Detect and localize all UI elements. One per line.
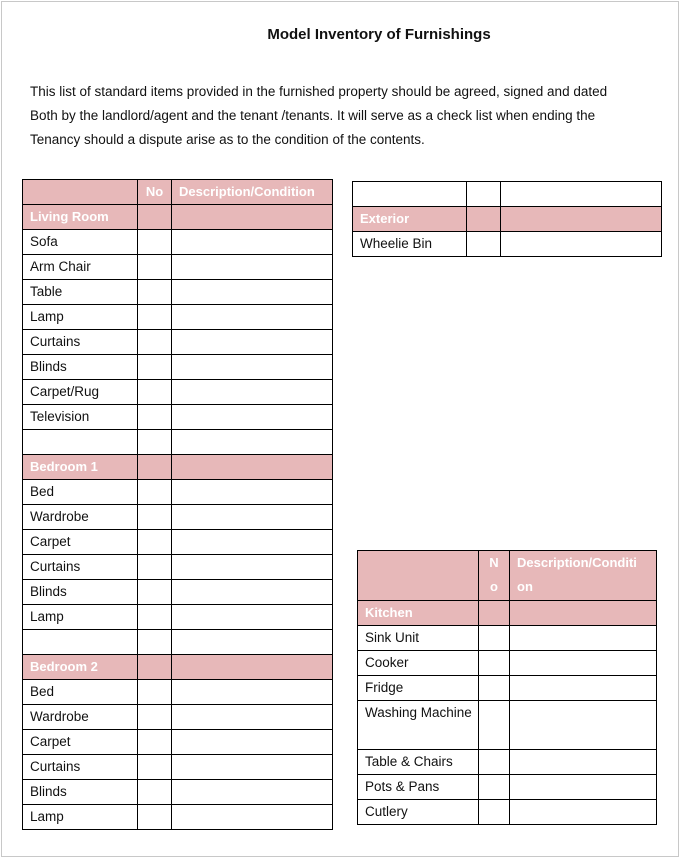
section-row-bedroom-2	[23, 654, 333, 679]
description-cell[interactable]	[172, 305, 333, 330]
no-cell[interactable]	[138, 704, 172, 729]
header-cell-description	[510, 551, 657, 601]
no-cell[interactable]	[138, 380, 172, 405]
description-cell[interactable]	[172, 779, 333, 804]
table-row	[23, 380, 333, 405]
page-title: Model Inventory of Furnishings	[267, 26, 491, 43]
description-cell[interactable]	[172, 280, 333, 305]
header-no-line: o	[490, 579, 498, 594]
description-cell[interactable]	[510, 701, 657, 750]
description-cell[interactable]	[172, 380, 333, 405]
section-row-bedroom-1	[23, 454, 333, 479]
no-cell[interactable]	[138, 355, 172, 380]
description-cell[interactable]	[172, 679, 333, 704]
description-cell[interactable]	[510, 601, 657, 626]
description-cell[interactable]	[510, 775, 657, 800]
item-cell: Bed	[23, 679, 138, 704]
header-description-line: Description/Conditi	[517, 555, 637, 570]
kitchen-inventory-table	[357, 550, 657, 825]
table-row	[23, 430, 333, 455]
intro-line: Both by the landlord/agent and the tenant /tenants. It will serve as a check list when ending the	[30, 108, 596, 123]
item-cell: Carpet/Rug	[23, 380, 138, 405]
section-label: Bedroom 2	[23, 654, 138, 679]
item-cell: Lamp	[23, 604, 138, 629]
no-cell[interactable]	[138, 405, 172, 430]
no-cell[interactable]	[138, 754, 172, 779]
item-cell: Cooker	[358, 651, 479, 676]
description-cell[interactable]	[510, 626, 657, 651]
description-cell[interactable]	[172, 629, 333, 654]
item-cell: Carpet	[23, 729, 138, 754]
no-cell[interactable]	[467, 232, 501, 257]
no-cell[interactable]	[138, 654, 172, 679]
section-label: Kitchen	[358, 601, 479, 626]
table-row	[23, 779, 333, 804]
item-cell: Curtains	[23, 554, 138, 579]
item-cell: Blinds	[23, 579, 138, 604]
table-row	[23, 355, 333, 380]
description-cell[interactable]	[172, 604, 333, 629]
no-cell[interactable]	[138, 230, 172, 255]
no-cell[interactable]	[138, 504, 172, 529]
item-cell[interactable]	[23, 629, 138, 654]
item-cell: Bed	[23, 479, 138, 504]
item-cell: Wheelie Bin	[353, 232, 467, 257]
table-row	[358, 676, 657, 701]
table-row	[23, 405, 333, 430]
item-cell: Wardrobe	[23, 704, 138, 729]
table-row	[23, 504, 333, 529]
item-cell: Curtains	[23, 754, 138, 779]
section-row-kitchen	[358, 601, 657, 626]
item-cell: Carpet	[23, 529, 138, 554]
table-row	[23, 330, 333, 355]
section-label: Living Room	[23, 205, 138, 230]
table-row	[358, 701, 657, 750]
item-cell: Lamp	[23, 305, 138, 330]
section-label: Bedroom 1	[23, 454, 138, 479]
table-row	[23, 704, 333, 729]
no-cell[interactable]	[138, 205, 172, 230]
table-header-row	[23, 180, 333, 205]
description-cell[interactable]	[172, 230, 333, 255]
description-cell[interactable]	[172, 430, 333, 455]
description-cell[interactable]	[172, 729, 333, 754]
description-cell[interactable]	[172, 754, 333, 779]
item-cell: Pots & Pans	[358, 775, 479, 800]
header-no-line: N	[489, 555, 499, 570]
no-cell[interactable]	[138, 804, 172, 829]
table-row	[23, 280, 333, 305]
no-cell[interactable]	[479, 601, 510, 626]
header-cell-item	[358, 551, 479, 601]
description-cell[interactable]	[510, 800, 657, 825]
item-cell: Arm Chair	[23, 255, 138, 280]
description-cell[interactable]	[172, 405, 333, 430]
item-cell: Blinds	[23, 355, 138, 380]
table-row	[23, 529, 333, 554]
no-cell[interactable]	[138, 629, 172, 654]
no-cell[interactable]	[138, 729, 172, 754]
header-cell-no: No	[138, 180, 172, 205]
no-cell[interactable]	[479, 676, 510, 701]
table-row	[358, 750, 657, 775]
header-description-line: on	[517, 579, 533, 594]
no-cell[interactable]	[138, 679, 172, 704]
description-cell[interactable]	[172, 454, 333, 479]
table-row	[23, 554, 333, 579]
no-cell[interactable]	[138, 529, 172, 554]
item-cell[interactable]	[23, 430, 138, 455]
description-cell[interactable]	[172, 355, 333, 380]
no-cell[interactable]	[138, 280, 172, 305]
no-cell[interactable]	[138, 454, 172, 479]
intro-paragraph	[30, 80, 670, 152]
table-row	[23, 804, 333, 829]
description-cell[interactable]	[172, 529, 333, 554]
item-cell: Wardrobe	[23, 504, 138, 529]
item-cell: Washing Machine	[358, 701, 479, 750]
description-cell[interactable]	[510, 676, 657, 701]
no-cell[interactable]	[138, 430, 172, 455]
header-cell-description: Description/Condition	[172, 180, 333, 205]
header-cell-no	[479, 551, 510, 601]
no-cell[interactable]	[138, 604, 172, 629]
table-header-row	[358, 551, 657, 601]
section-label: Exterior	[353, 207, 467, 232]
item-cell: Blinds	[23, 779, 138, 804]
no-cell[interactable]	[138, 579, 172, 604]
table-row	[23, 679, 333, 704]
description-cell[interactable]	[172, 704, 333, 729]
no-cell[interactable]	[479, 800, 510, 825]
exterior-inventory-table	[352, 181, 662, 257]
section-row-living-room	[23, 205, 333, 230]
item-cell: Cutlery	[358, 800, 479, 825]
no-cell[interactable]	[479, 775, 510, 800]
table-row	[358, 651, 657, 676]
description-cell[interactable]	[172, 205, 333, 230]
table-row	[23, 729, 333, 754]
table-row	[23, 579, 333, 604]
table-row	[23, 479, 333, 504]
description-cell[interactable]	[510, 750, 657, 775]
item-cell: Fridge	[358, 676, 479, 701]
no-cell[interactable]	[138, 255, 172, 280]
table-row	[23, 230, 333, 255]
table-header-row	[353, 182, 662, 207]
no-cell[interactable]	[138, 330, 172, 355]
header-cell-description	[501, 182, 662, 207]
description-cell[interactable]	[172, 504, 333, 529]
intro-line: Tenancy should a dispute arise as to the condition of the contents.	[30, 132, 425, 147]
no-cell[interactable]	[479, 750, 510, 775]
no-cell[interactable]	[479, 626, 510, 651]
item-cell: Sink Unit	[358, 626, 479, 651]
description-cell[interactable]	[172, 554, 333, 579]
description-cell[interactable]	[501, 232, 662, 257]
description-cell[interactable]	[172, 330, 333, 355]
header-cell-item	[23, 180, 138, 205]
description-cell[interactable]	[172, 804, 333, 829]
description-cell[interactable]	[501, 207, 662, 232]
description-cell[interactable]	[172, 579, 333, 604]
table-row	[23, 604, 333, 629]
no-cell[interactable]	[479, 701, 510, 750]
rooms-inventory-table	[22, 179, 333, 830]
table-row	[358, 800, 657, 825]
no-cell[interactable]	[479, 651, 510, 676]
table-row	[23, 754, 333, 779]
no-cell[interactable]	[138, 779, 172, 804]
table-row	[358, 626, 657, 651]
table-row	[23, 629, 333, 654]
header-cell-no	[467, 182, 501, 207]
description-cell[interactable]	[172, 654, 333, 679]
no-cell[interactable]	[138, 479, 172, 504]
item-cell: Curtains	[23, 330, 138, 355]
table-row	[23, 255, 333, 280]
no-cell[interactable]	[467, 207, 501, 232]
table-row	[358, 775, 657, 800]
item-cell: Sofa	[23, 230, 138, 255]
description-cell[interactable]	[172, 255, 333, 280]
header-cell-item	[353, 182, 467, 207]
table-row	[23, 305, 333, 330]
no-cell[interactable]	[138, 554, 172, 579]
description-cell[interactable]	[510, 651, 657, 676]
item-cell: Television	[23, 405, 138, 430]
intro-line: This list of standard items provided in the furnished property should be agreed, signed and dated	[30, 84, 608, 99]
description-cell[interactable]	[172, 479, 333, 504]
table-row	[353, 232, 662, 257]
item-cell: Table	[23, 280, 138, 305]
section-row-exterior	[353, 207, 662, 232]
item-cell: Table & Chairs	[358, 750, 479, 775]
item-cell: Lamp	[23, 804, 138, 829]
no-cell[interactable]	[138, 305, 172, 330]
